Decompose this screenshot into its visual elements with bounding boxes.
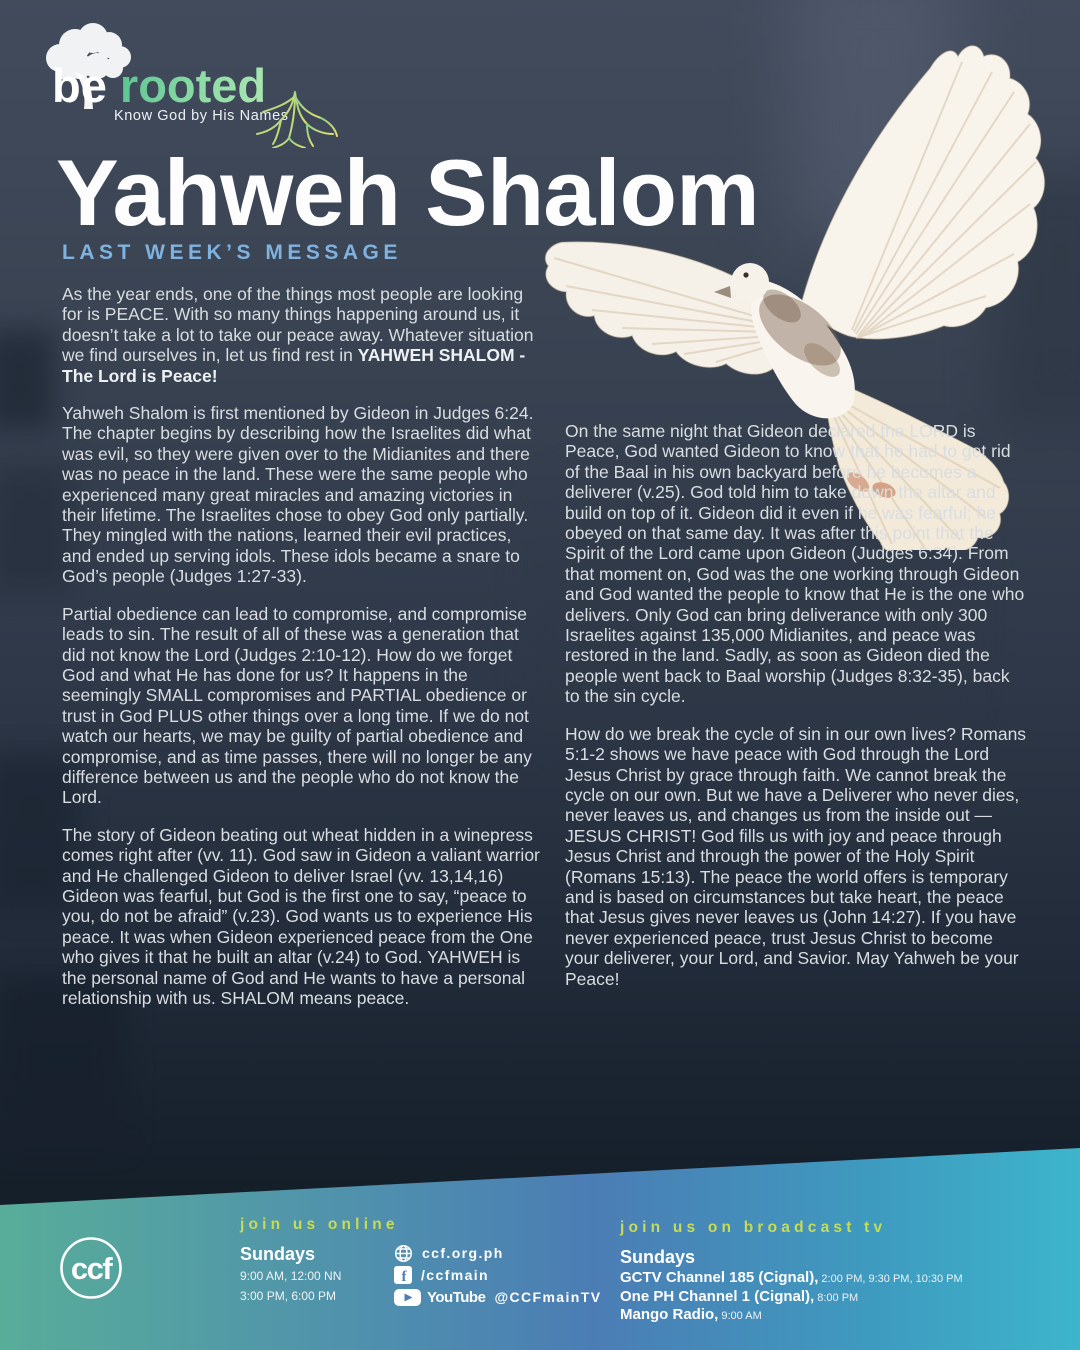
- broadcast-tv-section: [620, 1219, 963, 1325]
- youtube-handle: @CCFmainTV: [494, 1289, 602, 1305]
- join-us-online-section: [240, 1216, 399, 1305]
- channel-times: 8:00 PM: [814, 1287, 859, 1305]
- paragraph: On the same night that Gideon declared the LORD is Peace, God wanted Gideon to know that he had to get rid of the Baal in his own backyard before he becomes a deliverer (v.25). God told him to take down the altar and build on top of it. Gideon did it even if he was fearful; he obeyed on that same day. It was after this point that the Spirit of the Lord came upon Gideon (Judges 6:34). From that moment on, God was the one working through Gideon and God wanted the people to know that He is the one who delivers. Only God can bring deliverance with only 300 Israelites against 135,000 Midianites, and peace was restored in the land. Sadly, as soon as Gideon died the people went back to Baal worship (Judges 8:32-35), back to the sin cycle.: [565, 421, 1025, 707]
- background-building-shape: [0, 330, 55, 430]
- youtube-icon: [394, 1288, 421, 1307]
- online-times-1: 9:00 AM, 12:00 NN: [240, 1266, 342, 1284]
- broadcast-day: Sundays: [620, 1247, 696, 1267]
- broadcast-line: [620, 1269, 963, 1288]
- broadcast-heading: join us on broadcast tv: [620, 1219, 887, 1236]
- website-url: ccf.org.ph: [422, 1245, 504, 1261]
- paragraph: How do we break the cycle of sin in our own lives? Romans 5:1-2 shows we have peace with God through the Lord Jesus Christ by grace through faith. We cannot break the cycle on our own. But we have a Deliverer who never dies, never leaves us, and changes us from the inside out — JESUS CHRIST! God fills us with joy and peace through Jesus Christ and through the power of the Holy Spirit (Romans 15:13). The peace the world offers is temporary and is based on circumstances but take heart, the peace that Jesus gives never leaves us (John 14:27). If you have never experienced peace, trust Jesus Christ to become your deliverer, your Lord, and Savior. May Yahweh be your Peace!: [565, 723, 1027, 989]
- youtube-link-row: [394, 1288, 601, 1306]
- brand-be: be: [52, 59, 107, 112]
- join-us-online-heading: join us online: [240, 1216, 399, 1233]
- online-links: [394, 1244, 601, 1310]
- online-day: Sundays: [240, 1244, 316, 1264]
- brand-logo: [52, 59, 267, 112]
- brand-tagline: Know God by His Names: [114, 108, 289, 124]
- article-column-right: [565, 421, 1027, 1006]
- facebook-handle: /ccfmain: [421, 1267, 489, 1283]
- channel-times: 2:00 PM, 9:30 PM, 10:30 PM: [818, 1269, 963, 1286]
- channel-name: GCTV Channel 185 (Cignal),: [620, 1269, 819, 1286]
- paragraph: Partial obedience can lead to compromise, and compromise leads to sin. The result of all of these was a generation that did not know the Lord (Judges 2:10-12). How do we forget God and what He has done for us? It happens in the seemingly SMALL compromises and PARTIAL obedience or trust in God PLUS other things over a long time. If we do not watch our hearts, we may be guilty of partial obedience and compromise, and as time passes, there will no longer be any difference between us and the people who do not know the Lord.: [62, 603, 532, 808]
- website-link-row: [394, 1244, 601, 1262]
- brand-rooted: rooted: [119, 59, 267, 112]
- globe-icon: [394, 1244, 413, 1263]
- youtube-wordmark: YouTube: [427, 1288, 486, 1306]
- broadcast-line: [620, 1288, 963, 1307]
- paragraph-text: As the year ends, one of the things most people are looking for is PEACE. With so many things happening around us, it doesn’t take a lot to take our peace away. Whatever situation we find ourselves in, let us find rest in: [62, 284, 534, 366]
- ccf-logo-text: ccf: [70, 1251, 112, 1286]
- paragraph: Yahweh Shalom is first mentioned by Gideon in Judges 6:24. The chapter begins by describing how the Israelites did what was evil, so they were given over to the Midianites and there was no peace in the land. These were the same people who experienced many great miracles and amazing victories in their lifetime. The Israelites chose to obey God only partially. They mingled with the nations, learned their evil practices, and ended up serving idols. These idols became a snare to God’s people (Judges 1:27-33).: [62, 403, 534, 587]
- paragraph-bold-text: YAHWEH SHALOM - The Lord is Peace!: [62, 345, 526, 386]
- paragraph: The story of Gideon beating out wheat hidden in a winepress comes right after (vv. 11). God saw in Gideon a valiant warrior and He challenged Gideon to deliver Israel (vv. 13,14,16) Gideon was fearful, but God is the first one to say, “peace to you, do not be afraid” (v.23). God wants us to experience His peace. It was when Gideon experienced peace from the One who gives it that he built an altar (v.24) to God. YAHWEH is the personal name of God and He wants to have a personal relationship with us. SHALOM means peace.: [62, 824, 540, 1008]
- broadcast-line: [620, 1306, 963, 1325]
- article-column-left: [62, 284, 544, 1025]
- channel-name: Mango Radio,: [620, 1306, 719, 1323]
- page-subtitle: LAST WEEK’S MESSAGE: [62, 241, 402, 264]
- page-title: Yahweh Shalom: [56, 140, 759, 245]
- online-times-2: 3:00 PM, 6:00 PM: [240, 1285, 337, 1304]
- facebook-icon: [394, 1266, 412, 1284]
- channel-name: One PH Channel 1 (Cignal),: [620, 1287, 815, 1305]
- channel-times: 9:00 AM: [718, 1306, 762, 1323]
- svg-text:f: f: [401, 1269, 407, 1284]
- facebook-link-row: [394, 1266, 601, 1284]
- ccf-logo: [58, 1235, 124, 1301]
- paragraph: [62, 284, 544, 386]
